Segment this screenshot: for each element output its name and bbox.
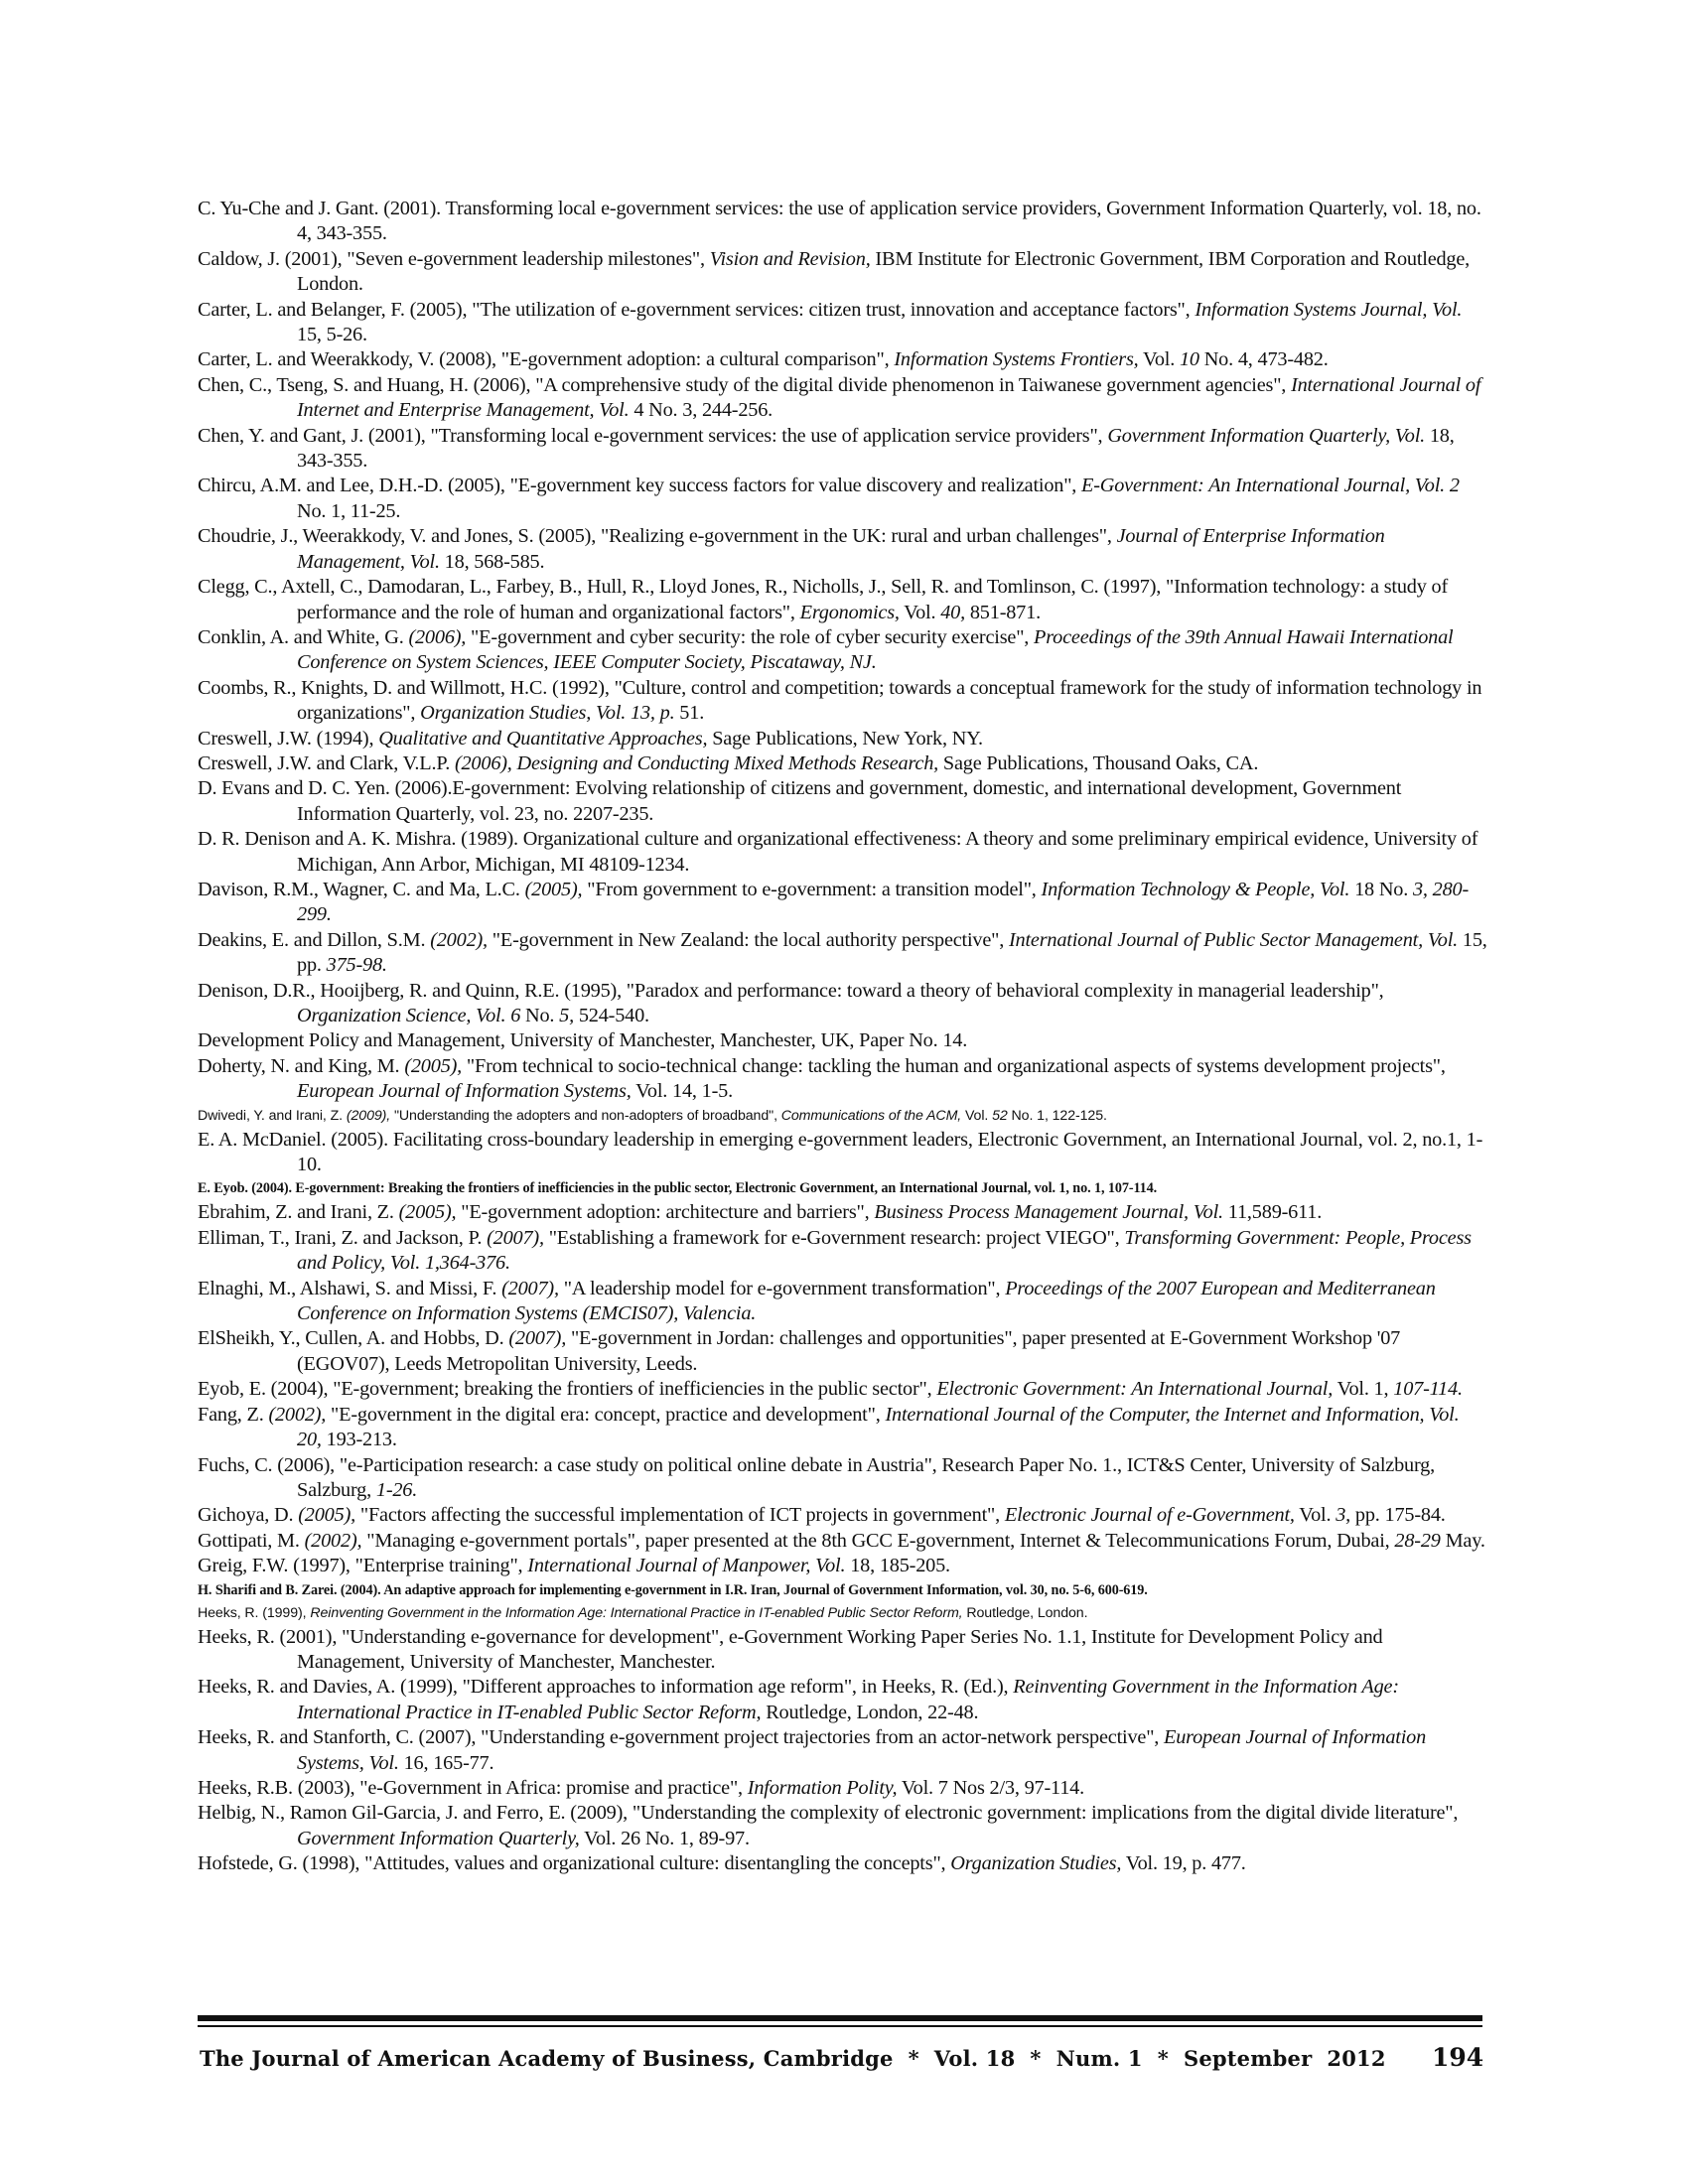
reference-entry <box>198 1725 1488 1776</box>
reference-text: Sage Publications, Thousand Oaks, CA. <box>938 751 1259 774</box>
reference-entry <box>198 1226 1488 1277</box>
footer-rule-thin <box>198 2025 1482 2027</box>
reference-italic-text: International Journal of Internet and Enterprise Management, Vol. <box>297 373 1481 422</box>
reference-italic-text: Ergonomics, <box>799 601 900 623</box>
reference-text: Vol. 14, 1-5. <box>631 1080 733 1103</box>
reference-italic-text: Information Systems Frontiers, <box>894 348 1139 371</box>
reference-text: Coombs, R., Knights, D. and Willmott, H.C. (1992), "Culture, control and competition; towards a conceptual framework for the study of information technology in organizations", <box>198 676 1482 725</box>
reference-text: Helbig, N., Ramon Gil-Garcia, J. and Ferro, E. (2009), "Understanding the complexity of electronic government: implications from the digital divide literature", <box>198 1802 1459 1825</box>
reference-text: Heeks, R. and Stanforth, C. (2007), "Understanding e-government project trajectories from an actor-network perspective", <box>198 1726 1165 1749</box>
reference-italic-text: (2009), <box>346 1107 391 1124</box>
reference-text: Vol. <box>1138 348 1180 371</box>
reference-italic-text: (2007), <box>501 1277 559 1299</box>
reference-text: "Managing e-government portals", paper presented at the 8th GCC E-government, Internet & Telecommunications Forum, Dubai, <box>361 1529 1395 1552</box>
reference-italic-text: (2002), <box>304 1529 362 1552</box>
reference-text: No. 4, 473-482. <box>1198 348 1329 371</box>
reference-entry <box>198 373 1488 424</box>
reference-entry <box>198 247 1488 298</box>
reference-list <box>198 197 1488 1877</box>
reference-entry <box>198 776 1488 827</box>
reference-italic-text: Reinventing Government in the Information Age: International Practice in IT-enabled Public Sector Reform, <box>297 1676 1399 1723</box>
reference-italic-text: Information Technology & People, Vol. <box>1041 878 1350 900</box>
reference-text: 18, 568-585. <box>439 550 545 573</box>
reference-text: "From technical to socio-technical change: tackling the human and organizational aspects of systems development projects", <box>462 1054 1446 1077</box>
reference-italic-text: Organization Science, Vol. 6 <box>297 1005 521 1026</box>
reference-text: Chen, Y. and Gant, J. (2001), "Transforming local e-government services: the use of application service providers", <box>198 424 1108 447</box>
reference-italic-text: (2007), <box>508 1327 567 1350</box>
reference-text: Fang, Z. <box>198 1403 269 1426</box>
reference-italic-text: Proceedings of the 39th Annual Hawaii International Conference on System Sciences, IEEE Computer Society, Piscataway, NJ. <box>297 625 1454 674</box>
reference-text: Vol. <box>1294 1504 1336 1527</box>
reference-entry <box>198 1554 1488 1578</box>
reference-italic-text: (2005), <box>298 1504 355 1527</box>
reference-italic-text: 375-98. <box>326 954 387 977</box>
reference-italic-text: Qualitative and Quantitative Approaches, <box>378 727 708 750</box>
reference-italic-text: 10 <box>1179 348 1199 371</box>
reference-entry <box>198 676 1488 727</box>
reference-italic-text: European Journal of Information Systems, <box>297 1080 632 1103</box>
reference-text: 15, 5-26. <box>297 324 367 346</box>
reference-text: E. Eyob. (2004). E-government: Breaking the frontiers of inefficiencies in the public sector, Electronic Government, an International Journal, vol. 1, no. 1, 107-114. <box>198 1180 1158 1197</box>
reference-italic-text: International Journal of Manpower, Vol. <box>527 1555 846 1577</box>
reference-text: "A leadership model for e-government transformation", <box>558 1277 1006 1299</box>
reference-italic-text: (2005), <box>524 878 583 900</box>
reference-italic-text: Organization Studies, <box>950 1852 1122 1875</box>
reference-italic-text: 5, <box>559 1005 574 1026</box>
reference-text: Hofstede, G. (1998), "Attitudes, values and organizational culture: disentangling the concepts", <box>198 1852 951 1875</box>
reference-text: Chen, C., Tseng, S. and Huang, H. (2006), "A comprehensive study of the digital divide phenomenon in Taiwanese government agencies", <box>198 373 1292 396</box>
reference-italic-text: 107-114. <box>1393 1378 1463 1401</box>
reference-entry <box>198 1675 1488 1725</box>
reference-text: Vol. 26 No. 1, 89-97. <box>579 1827 750 1849</box>
reference-text: "E-government adoption: architecture and barriers", <box>456 1201 875 1224</box>
reference-entry <box>198 1453 1488 1504</box>
reference-entry <box>198 1200 1488 1225</box>
page-number: 194 <box>1432 2043 1484 2072</box>
reference-text: No. 1, 11-25. <box>297 499 401 522</box>
reference-entry <box>198 524 1488 575</box>
reference-italic-text: International Journal of the Computer, the Internet and Information, Vol. 20, <box>297 1403 1460 1451</box>
reference-italic-text: (2006), <box>408 625 467 648</box>
reference-italic-text: Reinventing Government in the Information Age: International Practice in IT-enabled Public Sector Reform, <box>310 1604 963 1621</box>
reference-text: Sage Publications, New York, NY. <box>707 727 983 750</box>
reference-entry <box>198 1503 1488 1528</box>
footer-journal-title: The Journal of American Academy of Business, Cambridge * Vol. 18 * Num. 1 * September 2012 <box>200 2046 1386 2071</box>
reference-italic-text: 3, <box>1336 1504 1351 1527</box>
reference-italic-text: Vision and Revision, <box>709 247 871 270</box>
reference-text: May. <box>1440 1529 1485 1552</box>
reference-entry <box>198 928 1488 979</box>
reference-text: Greig, F.W. (1997), "Enterprise training", <box>198 1555 528 1577</box>
reference-italic-text: 3, 280-299. <box>297 878 1470 926</box>
reference-entry <box>198 1105 1488 1128</box>
reference-text: Carter, L. and Belanger, F. (2005), "The utilization of e-government services: citizen trust, innovation and acceptance factors", <box>198 298 1196 321</box>
reference-text: 851-871. <box>965 601 1041 623</box>
reference-text: Dwivedi, Y. and Irani, Z. <box>198 1107 347 1124</box>
reference-italic-text: 28-29 <box>1394 1529 1441 1552</box>
reference-text: Carter, L. and Weerakkody, V. (2008), "E-government adoption: a cultural comparison", <box>198 348 895 371</box>
reference-text: Heeks, R. and Davies, A. (1999), "Different approaches to information age reform", in Heeks, R. (Ed.), <box>198 1676 1014 1699</box>
reference-entry <box>198 1602 1488 1625</box>
reference-entry <box>198 1529 1488 1554</box>
reference-text: No. 1, 122-125. <box>1007 1107 1107 1124</box>
reference-text: Davison, R.M., Wagner, C. and Ma, L.C. <box>198 878 525 900</box>
reference-text: "E-government in Jordan: challenges and opportunities", paper presented at E-Government Workshop '07 (EGOV07), Leeds Metropolitan University, Leeds. <box>297 1327 1401 1375</box>
reference-entry <box>198 1579 1488 1602</box>
reference-text: Conklin, A. and White, G. <box>198 625 409 648</box>
reference-italic-text: Information Polity, <box>747 1776 898 1799</box>
reference-text: "Factors affecting the successful implementation of ICT projects in government", <box>355 1504 1005 1527</box>
reference-entry <box>198 878 1488 928</box>
reference-entry <box>198 1625 1488 1676</box>
reference-text: 524-540. <box>573 1005 649 1026</box>
reference-text: IBM Institute for Electronic Government, IBM Corporation and Routledge, London. <box>297 247 1471 296</box>
reference-text: Gichoya, D. <box>198 1504 299 1527</box>
reference-text: Elnaghi, M., Alshawi, S. and Missi, F. <box>198 1277 502 1299</box>
reference-text: 4 No. 3, 244-256. <box>629 399 774 422</box>
reference-italic-text: Electronic Journal of e-Government, <box>1004 1504 1295 1527</box>
reference-italic-text: European Journal of Information Systems, Vol. <box>297 1726 1427 1774</box>
reference-entry <box>198 575 1488 625</box>
reference-text: Vol. 1, <box>1333 1378 1394 1401</box>
reference-italic-text: Business Process Management Journal, Vol. <box>874 1201 1223 1224</box>
reference-italic-text: 52 <box>992 1107 1008 1124</box>
reference-entry <box>198 979 1488 1029</box>
reference-entry <box>198 424 1488 475</box>
reference-text: 51. <box>674 702 705 725</box>
reference-entry <box>198 197 1488 247</box>
reference-text: Vol. 19, p. 477. <box>1121 1852 1246 1875</box>
reference-italic-text: Transforming Government: People, Process and Policy, Vol. 1,364-376. <box>297 1226 1472 1275</box>
reference-text: Clegg, C., Axtell, C., Damodaran, L., Farbey, B., Hull, R., Lloyd Jones, R., Nicholls, J., Sell, R. and Tomlinson, C. (1997), "Information technology: a study of performance and the role of human and organizational factors", <box>198 576 1449 623</box>
reference-text: Vol. <box>961 1107 993 1124</box>
reference-text: Caldow, J. (2001), "Seven e-government leadership milestones", <box>198 247 710 270</box>
reference-italic-text: (2002), <box>430 928 488 951</box>
reference-text: No. <box>520 1005 560 1026</box>
reference-italic-text: (2005), <box>398 1201 457 1224</box>
reference-italic-text: Proceedings of the 2007 European and Mediterranean Conference on Information Systems (EMCIS07), Valencia. <box>297 1277 1436 1325</box>
reference-entry <box>198 1377 1488 1402</box>
reference-text: Eyob, E. (2004), "E-government; breaking the frontiers of inefficiencies in the public sector", <box>198 1378 937 1401</box>
reference-text: Vol. <box>899 601 941 623</box>
reference-italic-text: (2002), <box>268 1403 327 1426</box>
reference-entry <box>198 1128 1488 1178</box>
reference-entry <box>198 1326 1488 1377</box>
reference-text: Choudrie, J., Weerakkody, V. and Jones, S. (2005), "Realizing e-government in the UK: rural and urban challenges", <box>198 525 1117 548</box>
reference-text: Development Policy and Management, University of Manchester, Manchester, UK, Paper No. 14. <box>198 1029 968 1052</box>
footer-rule <box>198 2015 1482 2021</box>
reference-text: Vol. 7 Nos 2/3, 97-114. <box>897 1776 1084 1799</box>
reference-entry <box>198 751 1488 776</box>
reference-italic-text: Electronic Government: An International Journal, <box>936 1378 1334 1401</box>
reference-text: Routledge, London, 22-48. <box>761 1701 979 1723</box>
reference-text: 16, 165-77. <box>398 1751 494 1774</box>
reference-italic-text: Journal of Enterprise Information Management, Vol. <box>297 525 1385 573</box>
reference-entry <box>198 625 1488 676</box>
reference-text: Routledge, London. <box>962 1604 1088 1621</box>
reference-text: 11,589-611. <box>1222 1201 1323 1224</box>
reference-text: 15, pp. <box>297 928 1487 977</box>
reference-entry <box>198 1801 1488 1851</box>
reference-text: Heeks, R. (2001), "Understanding e-governance for development", e-Government Working Paper Series No. 1.1, Institute for Development Policy and Management, University of Manchester, Manchester. <box>198 1625 1383 1673</box>
reference-text: "From government to e-government: a transition model", <box>582 878 1042 900</box>
reference-italic-text: 1-26. <box>375 1478 418 1501</box>
reference-text: Deakins, E. and Dillon, S.M. <box>198 928 431 951</box>
reference-italic-text: (2005), <box>404 1054 463 1077</box>
reference-text: Doherty, N. and King, M. <box>198 1054 405 1077</box>
reference-text: 18, 343-355. <box>297 424 1455 473</box>
reference-entry <box>198 347 1488 372</box>
reference-text: "Establishing a framework for e-Government research: project VIEGO", <box>543 1226 1125 1249</box>
reference-text: C. Yu-Che and J. Gant. (2001). Transforming local e-government services: the use of application service providers, Government Information Quarterly, vol. 18, no. 4, 343-355. <box>198 198 1481 245</box>
reference-italic-text: Communications of the ACM, <box>780 1107 962 1124</box>
reference-entry <box>198 1028 1488 1053</box>
reference-text: E. A. McDaniel. (2005). Facilitating cross-boundary leadership in emerging e-government leaders, Electronic Government, an International Journal, vol. 2, no.1, 1-10. <box>198 1128 1483 1176</box>
reference-italic-text: (2006), Designing and Conducting Mixed Methods Research, <box>454 751 939 774</box>
reference-text: Heeks, R. (1999), <box>198 1604 311 1621</box>
reference-text: "E-government in the digital era: concept, practice and development", <box>326 1403 886 1426</box>
reference-text: Chircu, A.M. and Lee, D.H.-D. (2005), "E-government key success factors for value discovery and realization", <box>198 475 1082 497</box>
reference-italic-text: 40, <box>940 601 965 623</box>
reference-entry <box>198 827 1488 878</box>
reference-entry <box>198 727 1488 751</box>
reference-text: D. Evans and D. C. Yen. (2006).E-government: Evolving relationship of citizens and government, domestic, and international development, Government Information Quarterly, vol. 23, no. 2207-235. <box>198 777 1402 825</box>
reference-italic-text: Government Information Quarterly, Vol. <box>1107 424 1425 447</box>
reference-italic-text: Organization Studies, Vol. 13, p. <box>420 702 675 725</box>
reference-text: H. Sharifi and B. Zarei. (2004). An adaptive approach for implementing e-government in I.R. Iran, Journal of Government Information, vol. 30, no. 5-6, 600-619. <box>198 1581 1148 1598</box>
reference-text: "E-government and cyber security: the role of cyber security exercise", <box>466 625 1035 648</box>
reference-text: Gottipati, M. <box>198 1529 305 1552</box>
reference-text: "E-government in New Zealand: the local authority perspective", <box>487 928 1009 951</box>
reference-text: 18, 185-205. <box>845 1555 950 1577</box>
reference-text: Creswell, J.W. and Clark, V.L.P. <box>198 751 455 774</box>
reference-italic-text: International Journal of Public Sector Management, Vol. <box>1009 928 1459 951</box>
reference-entry <box>198 474 1488 524</box>
reference-entry <box>198 298 1488 348</box>
reference-text: pp. 175-84. <box>1350 1504 1446 1527</box>
reference-text: 18 No. <box>1349 878 1413 900</box>
reference-entry <box>198 1403 1488 1453</box>
reference-text: "Understanding the adopters and non-adopters of broadband", <box>390 1107 781 1124</box>
reference-entry <box>198 1277 1488 1327</box>
reference-italic-text: E-Government: An International Journal, Vol. 2 <box>1081 475 1460 497</box>
reference-italic-text: Government Information Quarterly, <box>297 1827 580 1849</box>
reference-entry <box>198 1054 1488 1105</box>
reference-text: Ebrahim, Z. and Irani, Z. <box>198 1201 399 1224</box>
reference-italic-text: Information Systems Journal, Vol. <box>1195 298 1463 321</box>
reference-text: Creswell, J.W. (1994), <box>198 727 379 750</box>
reference-entry <box>198 1776 1488 1801</box>
reference-text: Denison, D.R., Hooijberg, R. and Quinn, R.E. (1995), "Paradox and performance: toward a theory of behavioral complexity in managerial leadership", <box>198 979 1384 1002</box>
reference-text: 193-213. <box>321 1429 397 1451</box>
reference-entry <box>198 1177 1488 1200</box>
reference-italic-text: (2007), <box>487 1226 544 1249</box>
reference-text: D. R. Denison and A. K. Mishra. (1989). Organizational culture and organizational effectiveness: A theory and some preliminary empirical evidence, University of Michigan, Ann Arbor, Michigan, MI 48109-1234. <box>198 828 1478 876</box>
reference-text: Heeks, R.B. (2003), "e-Government in Africa: promise and practice", <box>198 1776 748 1799</box>
reference-text: Elliman, T., Irani, Z. and Jackson, P. <box>198 1226 488 1249</box>
reference-text: ElSheikh, Y., Cullen, A. and Hobbs, D. <box>198 1327 509 1350</box>
reference-text: Fuchs, C. (2006), "e-Participation research: a case study on political online debate in Austria", Research Paper No. 1., ICT&S Center, University of Salzburg, Salzburg, <box>198 1453 1435 1501</box>
reference-entry <box>198 1851 1488 1876</box>
